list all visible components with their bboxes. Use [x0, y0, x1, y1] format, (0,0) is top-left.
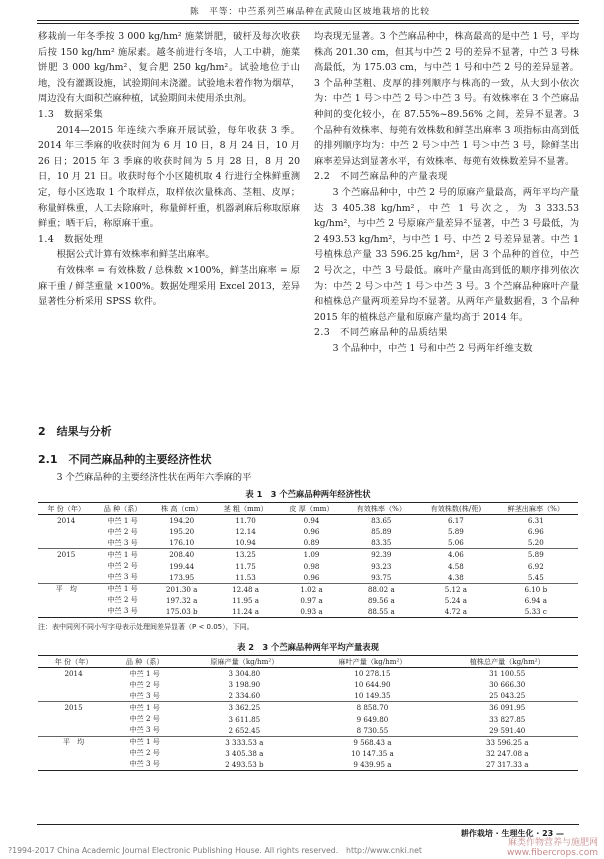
value-cell: 195.20	[169, 527, 195, 537]
year-cell	[38, 725, 109, 737]
section-heading-2: 2 结果与分析	[38, 425, 112, 438]
variety-cell: 中苎 3 号	[109, 725, 180, 737]
column-header: 鲜茎出麻率（%）	[507, 503, 565, 513]
variety-cell: 中苎 1 号	[107, 515, 138, 525]
value-cell: 10 147.35 a	[351, 748, 394, 758]
table-row	[38, 748, 578, 759]
column-header: 品 种（系）	[103, 503, 142, 513]
paragraph: 3 个苎麻品种的主要经济性状在两年六季麻的平	[56, 472, 252, 483]
value-cell: 194.20	[169, 516, 195, 526]
value-cell: 83.65	[371, 516, 392, 526]
variety-cell: 中苎 1 号	[129, 737, 160, 747]
value-cell: 4.38	[418, 572, 493, 584]
value-cell: 0.96	[303, 527, 320, 537]
paragraph: 2014—2015 年连续六季麻开展试验，每年收获 3 季。2014 年三季麻的收获时间为 6 月 10 日，8 月 24 日，10 月 26 日；2015 年 3 季麻的收获时间为 5 月 28 日，8 月 20 日，10 月 21 日。收获时每个小区随机取 4 行进行全株鲜重测定，每小区选取 1 个取样点，取样依次量株高、茎粗、皮厚；称量鲜株重，人工去除麻叶，称量鲜杆重，机器剥麻后称取原麻鲜重；晒干后，称原麻干重。	[38, 124, 300, 230]
section-heading-2-3: 2.3 不同苎麻品种的品质结果	[314, 327, 448, 339]
value-cell: 5.24 a	[444, 595, 468, 605]
column-header: 有效株率（%）	[356, 503, 406, 513]
value-cell: 3 405.38 a	[225, 748, 264, 758]
year-cell	[38, 748, 109, 759]
value-cell: 5.20	[494, 537, 578, 549]
year-cell: 平 均	[62, 737, 85, 747]
value-cell: 33 596.25 a	[485, 737, 529, 747]
variety-cell: 中苎 2 号	[107, 526, 138, 536]
value-cell: 6.17	[447, 516, 464, 526]
variety-cell: 中苎 3 号	[109, 759, 180, 771]
variety-cell: 中苎 1 号	[129, 668, 160, 678]
variety-cell: 中苎 2 号	[129, 714, 160, 724]
table-row	[38, 583, 578, 595]
column-header: 株 高（cm）	[161, 503, 203, 513]
watermark	[507, 838, 598, 858]
year-cell	[38, 606, 94, 618]
value-cell: 10.94	[213, 537, 279, 549]
variety-cell: 中苎 3 号	[94, 572, 150, 584]
table-row	[38, 713, 578, 724]
table2-caption: 表 2 3 个苎麻品种两年平均产量表现	[237, 642, 379, 652]
value-cell: 85.89	[371, 527, 392, 537]
value-cell: 175.03 b	[151, 606, 213, 618]
value-cell: 9 568.43 a	[353, 737, 392, 747]
value-cell: 5.89	[447, 527, 464, 537]
value-cell: 5.12 a	[444, 584, 468, 594]
value-cell: 0.93 a	[279, 606, 345, 618]
variety-cell: 中苎 2 号	[107, 561, 138, 571]
table-row	[38, 759, 578, 771]
value-cell: 8 858.70	[356, 703, 389, 713]
paragraph: 移栽前一年冬季按 3 000 kg/hm² 施菜饼肥，破杆及每次收获后按 150 kg/hm² 施尿素。越冬前进行冬培，人工中耕，施菜饼肥 3 000 kg/hm²、复合肥 250 kg/hm²。试验地位于山地，没有灌溉设施，试验期间未浇灌。试验地未着作物为烟草，周边没有大面积苎麻种植，试验期间未使用杀虫剂。	[38, 31, 300, 105]
year-cell	[38, 572, 94, 584]
value-cell: 201.30 a	[166, 584, 198, 594]
value-cell: 176.10	[151, 537, 213, 549]
year-cell	[38, 679, 109, 690]
value-cell: 3 611.85	[228, 714, 261, 724]
paragraph: 根据公式计算有效株率和鲜茎出麻率。	[56, 249, 215, 261]
year-cell: 2014	[57, 516, 76, 526]
year-cell	[38, 759, 109, 771]
value-cell: 0.96	[279, 572, 345, 584]
footer-rule	[37, 824, 579, 825]
paragraph: 3 个品种中，中苎 1 号和中苎 2 号两年纤维支数	[332, 342, 533, 354]
value-cell: 6.31	[527, 516, 544, 526]
left-column-tail	[38, 470, 300, 486]
table-row	[38, 537, 578, 549]
value-cell: 0.94	[303, 516, 320, 526]
column-header: 皮 厚（mm）	[289, 503, 334, 513]
table2	[38, 655, 578, 771]
value-cell: 6.10 b	[524, 584, 548, 594]
column-header: 品 种（系）	[125, 656, 164, 666]
value-cell: 4.72 a	[418, 606, 493, 618]
value-cell: 9 649.80	[356, 714, 389, 724]
year-cell	[38, 526, 94, 537]
variety-cell: 中苎 1 号	[107, 549, 138, 559]
value-cell: 93.23	[371, 561, 392, 571]
running-header: 陈 平等：中苎系列苎麻品种在武陵山区坡地栽培的比较	[190, 7, 430, 17]
value-cell: 3 304.80	[228, 669, 261, 679]
value-cell: 3 333.53 a	[225, 737, 264, 747]
table-row	[38, 679, 578, 690]
copyright-notice: ?1994-2017 China Academic Journal Electronic Publishing House. All rights reserved. http://www.cnki.net	[8, 846, 422, 855]
value-cell: 88.02 a	[367, 584, 395, 594]
value-cell: 31 100.55	[489, 669, 526, 679]
column-header: 茎 粗（mm）	[223, 503, 268, 513]
value-cell: 11.70	[235, 516, 256, 526]
column-header: 麻叶产量（kg/hm²）	[338, 656, 407, 666]
variety-cell: 中苎 2 号	[129, 679, 160, 689]
paragraph: 有效株率 = 有效株数 / 总株数 ×100%，鲜茎出麻率 = 原麻干重 / 鲜茎重量 ×100%。数据处理采用 Excel 2013，差异显著性分析采用 SPSS 软件。	[38, 264, 300, 308]
table1-note: 注：表中同列不同小写字母表示处理间差异显著（P < 0.05），下同。	[38, 623, 254, 631]
table-row	[38, 736, 578, 748]
variety-cell: 中苎 1 号	[107, 584, 138, 594]
value-cell: 173.95	[151, 572, 213, 584]
value-cell: 197.32 a	[166, 595, 198, 605]
value-cell: 1.09	[303, 550, 320, 560]
value-cell: 11.75	[235, 561, 256, 571]
year-cell: 2014	[64, 669, 83, 679]
value-cell: 3 362.25	[228, 703, 261, 713]
value-cell: 11.95 a	[232, 595, 259, 605]
value-cell: 5.06	[418, 537, 493, 549]
paragraph: 3 个苎麻品种中，中苎 2 号的原麻产量最高，两年平均产量达 3 405.38 kg/hm²，中苎 1 号次之，为 3 333.53 kg/hm²，与中苎 2 号原麻产量差异不显著，中苎 3 号最低，为 2 493.53 kg/hm²，与中苎 1 号、中苎 2 号差异显著。中苎 1 号植株总产量 33 596.25 kg/hm²，居 3 个品种的首位，中苎 2 号次之，中苎 3 号最低。麻叶产量由高到低的顺序排列依次为：中苎 2 号＞中苎 1 号＞中苎 3 号。3 个苎麻品种麻叶产量和植株总产量两项差异均不显著。从两年产量数据看，3 个品种 2015 年的植株总产量和原麻产量均高于 2014 年。	[314, 186, 579, 323]
value-cell: 4.58	[447, 561, 464, 571]
value-cell: 10 644.90	[354, 680, 391, 690]
value-cell: 36 091.95	[489, 703, 526, 713]
header-rule	[37, 20, 579, 21]
value-cell: 27 317.33 a	[436, 759, 578, 771]
variety-cell: 中苎 2 号	[129, 748, 160, 758]
value-cell: 92.39	[371, 550, 392, 560]
value-cell: 12.14	[235, 527, 256, 537]
variety-cell: 中苎 2 号	[107, 595, 138, 605]
column-header: 植株总产量（kg/hm²）	[469, 656, 545, 666]
table-row	[38, 549, 578, 561]
table-row	[38, 725, 578, 737]
column-header: 有效株数(株/蔸)	[430, 503, 482, 513]
year-cell: 2015	[64, 703, 83, 713]
year-cell: 平 均	[55, 584, 77, 594]
table-row	[38, 702, 578, 714]
year-cell	[38, 690, 109, 702]
value-cell: 6.92	[527, 561, 544, 571]
table-row	[38, 526, 578, 537]
year-cell	[38, 595, 94, 606]
value-cell: 11.24 a	[213, 606, 279, 618]
column-header: 年 份（年）	[47, 503, 86, 513]
value-cell: 12.48 a	[232, 584, 259, 594]
value-cell: 6.96	[527, 527, 544, 537]
value-cell: 10 278.15	[354, 669, 391, 679]
header-rule-thin	[37, 23, 579, 24]
value-cell: 2 334.60	[180, 690, 308, 702]
value-cell: 6.94 a	[524, 595, 547, 605]
value-cell: 5.33 c	[494, 606, 578, 618]
variety-cell: 中苎 3 号	[94, 606, 150, 618]
value-cell: 89.56 a	[367, 595, 395, 605]
table-row	[38, 606, 578, 618]
variety-cell: 中苎 1 号	[129, 702, 160, 712]
table-row	[38, 690, 578, 702]
value-cell: 25 043.25	[436, 690, 578, 702]
value-cell: 10 149.35	[308, 690, 436, 702]
value-cell: 83.35	[344, 537, 418, 549]
value-cell: 0.98	[303, 561, 320, 571]
table1	[38, 502, 578, 618]
value-cell: 30 666.30	[489, 680, 526, 690]
value-cell: 8 730.55	[308, 725, 436, 737]
value-cell: 2 493.53 b	[180, 759, 308, 771]
variety-cell: 中苎 3 号	[109, 690, 180, 702]
value-cell: 88.55 a	[344, 606, 418, 618]
table-row	[38, 595, 578, 606]
value-cell: 3 198.90	[228, 680, 261, 690]
right-column	[314, 29, 579, 356]
year-cell	[38, 560, 94, 571]
paragraph: 均表现无显著。3 个苎麻品种中，株高最高的是中苎 1 号，平均株高 201.30 cm，但其与中苎 2 号的差异不显著，中苎 3 号株高最低，为 175.03 cm，与中苎 1 号和中苎 2 号的差异显著。3 个品种茎粗、皮厚的排列顺序与株高的一致，从大到小依次为：中苎 1 号＞中苎 2 号＞中苎 3 号。有效株率在 3 个苎麻品种间的变化较小，在 87.55%~89.56% 之间，差异不显著。3 个品种有效株率、每蔸有效株数和鲜茎出麻率 3 项指标由高到低的排列顺序均为：中苎 2 号＞中苎 1 号＞中苎 3 号，除鲜茎出麻率差异达到显著水平，有效株率、每蔸有效株数差异不显著。	[314, 31, 579, 167]
value-cell: 0.89	[279, 537, 345, 549]
watermark-line-2: www.fibercrops.com	[507, 848, 598, 858]
year-cell	[38, 537, 94, 549]
section-heading-2-1: 2.1 不同苎麻品种的主要经济性状	[38, 453, 212, 466]
section-heading-2-2: 2.2 不同苎麻品种的产量表现	[314, 171, 448, 183]
watermark-line-1: 麻类作物营养与施肥网	[507, 838, 598, 848]
value-cell: 11.53	[213, 572, 279, 584]
table-row	[38, 668, 578, 680]
table-row	[38, 515, 578, 527]
variety-cell: 中苎 3 号	[94, 537, 150, 549]
value-cell: 208.40	[169, 550, 195, 560]
value-cell: 93.75	[344, 572, 418, 584]
year-cell	[38, 713, 109, 724]
section-heading-1-4: 1.4 数据处理	[38, 233, 104, 245]
journal-footer: 耕作栽培 · 生理生化 · 23 —	[460, 829, 564, 838]
value-cell: 33 827.85	[489, 714, 526, 724]
section-heading-1-3: 1.3 数据采集	[38, 108, 104, 120]
value-cell: 199.44	[169, 561, 195, 571]
value-cell: 5.89	[527, 550, 544, 560]
column-header: 原麻产量（kg/hm²）	[210, 656, 279, 666]
value-cell: 0.97 a	[300, 595, 323, 605]
table-row	[38, 572, 578, 584]
value-cell: 13.25	[235, 550, 256, 560]
value-cell: 1.02 a	[300, 584, 323, 594]
value-cell: 32 247.08 a	[485, 748, 529, 758]
table-row	[38, 560, 578, 571]
year-cell: 2015	[57, 550, 76, 560]
value-cell: 4.06	[447, 550, 464, 560]
value-cell: 29 591.40	[436, 725, 578, 737]
column-header: 年 份（年）	[54, 656, 93, 666]
value-cell: 9 439.95 a	[308, 759, 436, 771]
table1-caption: 表 1 3 个苎麻品种两年经济性状	[245, 489, 371, 499]
left-column	[38, 29, 300, 310]
value-cell: 5.45	[494, 572, 578, 584]
value-cell: 2 652.45	[180, 725, 308, 737]
